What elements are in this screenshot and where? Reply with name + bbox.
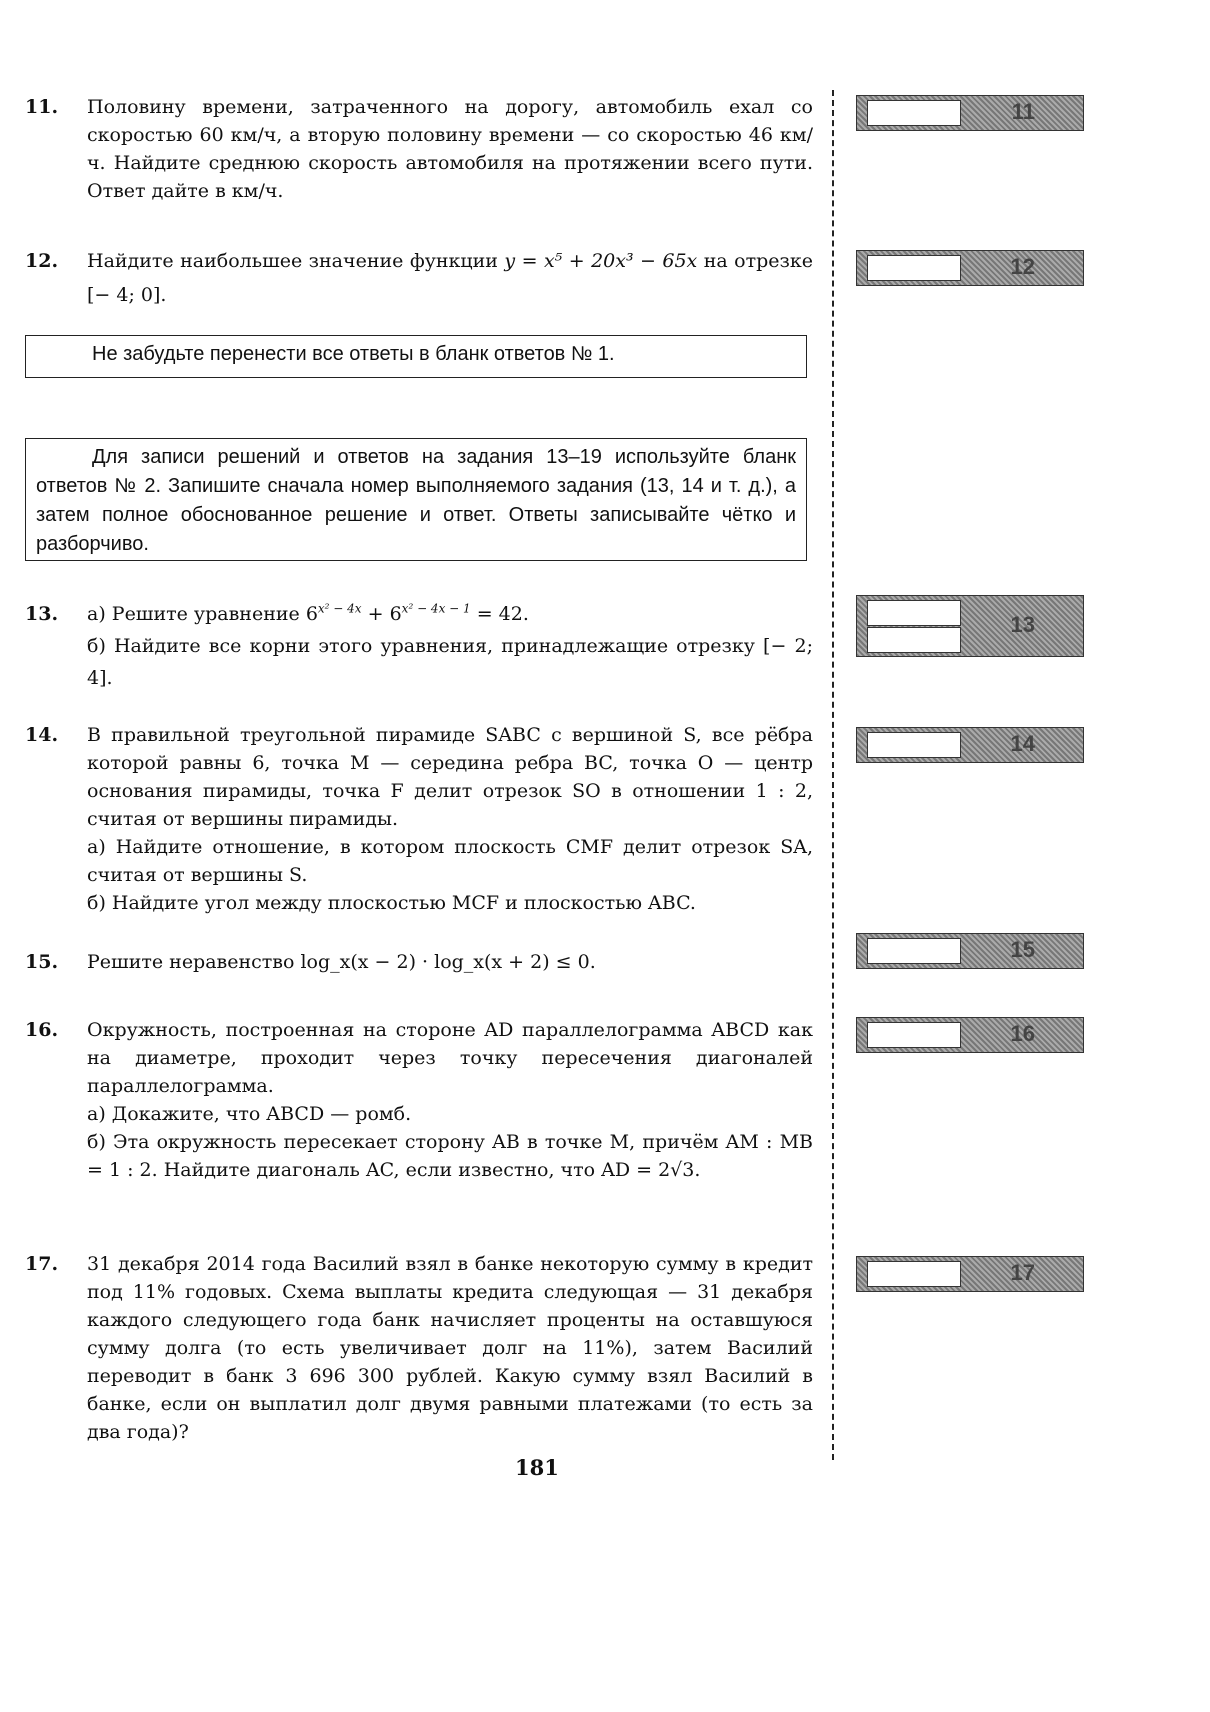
answer-box-label: 15 <box>1010 937 1035 962</box>
answer-box-label: 12 <box>1010 254 1035 279</box>
task-14 <box>25 721 813 917</box>
task-text: б) Эта окружность пересекает сторону AB в точке M, причём AM : MB = 1 : 2. Найдите диагональ AC, если известно, что AD = 2√3. <box>87 1131 813 1181</box>
task-text: Найдите наибольшее значение функции <box>87 250 505 272</box>
answer-box-13 <box>856 595 1084 657</box>
answer-box-17 <box>856 1256 1084 1292</box>
formula: y = x⁵ + 20x³ − 65x <box>504 250 698 272</box>
answer-box-12 <box>856 250 1084 286</box>
notice-part2: Для записи решений и ответов на задания 13–19 используйте бланк ответов № 2. Запишите сначала номер выполняемого задания (13, 14 и т. д.), а затем полное обоснованное решение и ответ. Ответы записывайте чётко и разборчиво. <box>25 438 807 561</box>
answer-box-16 <box>856 1017 1084 1053</box>
task-17 <box>25 1250 813 1446</box>
answer-box-label: 11 <box>1011 99 1035 124</box>
task-16 <box>25 1016 813 1184</box>
task-text: на отрезке [− 4; 0]. <box>87 250 813 306</box>
exponent: x² − 4x − 1 <box>401 601 471 616</box>
task-text: а) Докажите, что ABCD — ромб. <box>87 1103 412 1125</box>
task-text: б) Найдите угол между плоскостью MCF и плоскостью ABC. <box>87 892 696 914</box>
answer-field[interactable] <box>867 627 961 653</box>
task-text: Решите неравенство log_x(x − 2) · log_x(x + 2) ≤ 0. <box>87 951 596 973</box>
task-number: 17. <box>25 1253 59 1275</box>
task-number: 15. <box>25 951 59 973</box>
task-text: + 6 <box>361 603 402 625</box>
answer-box-15 <box>856 933 1084 969</box>
answer-box-11 <box>856 95 1084 131</box>
answer-field[interactable] <box>867 1261 961 1287</box>
task-number: 14. <box>25 724 59 746</box>
answer-field[interactable] <box>867 600 961 626</box>
task-text: 31 декабря 2014 года Василий взял в банке некоторую сумму в кредит под 11% годовых. Схема выплаты кредита следующая — 31 декабря каждого следующего года банк начисляет проценты на оставшуюся сумму долга (то есть увеличивает долг на 11%), затем Василий переводит в банк 3 696 300 рублей. Какую сумму взял Василий в банке, если он выплатил долг двумя равными платежами (то есть за два года)? <box>87 1253 813 1443</box>
page-number: 181 <box>515 1455 559 1480</box>
cut-line <box>832 90 834 1460</box>
answer-field[interactable] <box>867 1022 961 1048</box>
task-number: 16. <box>25 1019 59 1041</box>
answer-field[interactable] <box>867 255 961 281</box>
answer-box-label: 16 <box>1010 1021 1035 1046</box>
answer-field[interactable] <box>867 732 961 758</box>
task-12 <box>25 244 813 312</box>
answer-box-14 <box>856 727 1084 763</box>
exponent: x² − 4x <box>317 601 362 616</box>
answer-box-label: 14 <box>1010 731 1035 756</box>
task-number: 13. <box>25 603 59 625</box>
task-text: = 42. <box>470 603 529 625</box>
answer-field[interactable] <box>867 100 961 126</box>
task-15 <box>25 948 813 976</box>
task-text: Окружность, построенная на стороне AD параллелограмма ABCD как на диаметре, проходит через точку пересечения диагоналей параллелограмма. <box>87 1019 813 1097</box>
notice-transfer: Не забудьте перенести все ответы в бланк ответов № 1. <box>25 335 807 378</box>
task-text: а) Найдите отношение, в котором плоскость CMF делит отрезок SA, считая от вершины S. <box>87 836 813 886</box>
task-text: В правильной треугольной пирамиде SABC с вершиной S, все рёбра которой равны 6, точка M — середина ребра BC, точка O — центр основания пирамиды, точка F делит отрезок SO в отношении 1 : 2, считая от вершины пирамиды. <box>87 724 813 830</box>
answer-box-label: 13 <box>1010 612 1035 637</box>
answer-field[interactable] <box>867 938 961 964</box>
task-13 <box>25 598 813 694</box>
task-number: 11. <box>25 96 59 118</box>
task-text: б) Найдите все корни этого уравнения, принадлежащие отрезку [− 2; 4]. <box>87 635 813 689</box>
task-text: Половину времени, затраченного на дорогу, автомобиль ехал со скоростью 60 км/ч, а вторую половину времени — со скоростью 46 км/ч. Найдите среднюю скорость автомобиля на протяжении всего пути. Ответ дайте в км/ч. <box>87 96 813 202</box>
task-11 <box>25 93 813 205</box>
task-number: 12. <box>25 250 59 272</box>
answer-box-label: 17 <box>1010 1260 1035 1285</box>
task-text: а) Решите уравнение 6 <box>87 603 318 625</box>
